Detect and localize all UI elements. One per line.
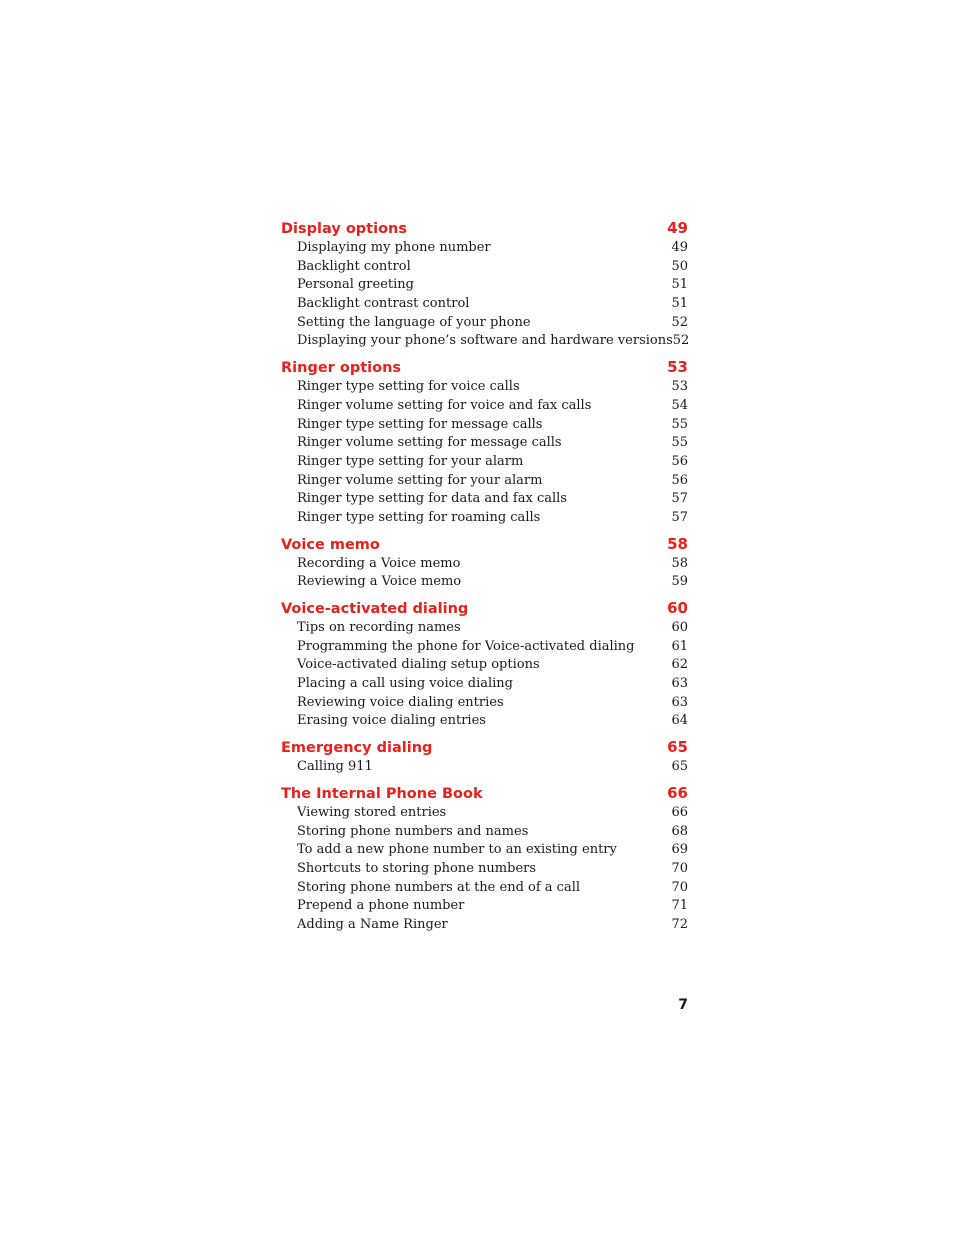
entry-title: Ringer volume setting for voice and fax calls <box>297 397 592 413</box>
toc-entry[interactable] <box>281 509 688 528</box>
table-of-contents <box>281 218 688 941</box>
entry-title: Programming the phone for Voice-activated dialing <box>297 638 635 654</box>
toc-entry[interactable] <box>281 619 688 638</box>
entry-page-number: 69 <box>671 842 688 858</box>
toc-entry[interactable] <box>281 416 688 435</box>
entry-title: Calling 911 <box>297 759 373 775</box>
toc-section-voice-memo <box>281 534 688 592</box>
entry-page-number: 66 <box>671 804 688 820</box>
entry-title: Setting the language of your phone <box>297 314 531 330</box>
entry-title: Displaying your phone’s software and hardware versions <box>297 333 673 349</box>
entry-page-number: 64 <box>671 713 688 729</box>
toc-section-internal-phone-book <box>281 783 688 935</box>
entry-title: Recording a Voice memo <box>297 555 461 571</box>
section-title: Voice memo <box>281 536 380 553</box>
toc-entry[interactable] <box>281 453 688 472</box>
entry-page-number: 50 <box>671 258 688 274</box>
toc-section-ringer-options <box>281 357 688 528</box>
toc-entry[interactable] <box>281 897 688 916</box>
toc-entry[interactable] <box>281 295 688 314</box>
entry-page-number: 54 <box>671 397 688 413</box>
entry-page-number: 70 <box>671 879 688 895</box>
entry-title: Shortcuts to storing phone numbers <box>297 860 537 876</box>
entry-title: Reviewing voice dialing entries <box>297 694 504 710</box>
entry-page-number: 72 <box>671 916 688 932</box>
entry-page-number: 57 <box>671 491 688 507</box>
entry-page-number: 52 <box>671 314 688 330</box>
toc-entry[interactable] <box>281 823 688 842</box>
entry-title: Erasing voice dialing entries <box>297 713 486 729</box>
entry-title: Ringer type setting for voice calls <box>297 379 520 395</box>
entry-page-number: 55 <box>671 435 688 451</box>
toc-entry[interactable] <box>281 378 688 397</box>
entry-title: Ringer type setting for roaming calls <box>297 509 541 525</box>
toc-entry[interactable] <box>281 916 688 935</box>
section-title: Voice-activated dialing <box>281 601 469 617</box>
toc-entry[interactable] <box>281 434 688 453</box>
toc-entry[interactable] <box>281 490 688 509</box>
toc-entry[interactable] <box>281 573 688 592</box>
section-page-number: 65 <box>667 738 688 757</box>
entry-page-number: 62 <box>671 657 688 673</box>
toc-entry[interactable] <box>281 397 688 416</box>
page-number: 7 <box>678 997 688 1013</box>
entry-page-number: 53 <box>671 379 688 395</box>
toc-entry[interactable] <box>281 860 688 879</box>
section-heading[interactable] <box>281 737 688 758</box>
toc-entry[interactable] <box>281 694 688 713</box>
toc-entry[interactable] <box>281 472 688 491</box>
entry-title: Storing phone numbers and names <box>297 823 529 839</box>
entry-title: Voice-activated dialing setup options <box>297 657 540 673</box>
section-heading[interactable] <box>281 598 688 619</box>
entry-page-number: 70 <box>671 860 688 876</box>
toc-entry[interactable] <box>281 638 688 657</box>
entry-title: Prepend a phone number <box>297 898 465 914</box>
toc-entry[interactable] <box>281 276 688 295</box>
toc-entry[interactable] <box>281 555 688 574</box>
toc-entry[interactable] <box>281 712 688 731</box>
entry-page-number: 49 <box>671 240 688 255</box>
toc-entry[interactable] <box>281 258 688 277</box>
section-page-number: 66 <box>667 783 688 802</box>
entry-title: To add a new phone number to an existing entry <box>297 842 617 858</box>
entry-page-number: 63 <box>671 694 688 710</box>
entry-title: Backlight control <box>297 258 411 274</box>
entry-title: Placing a call using voice dialing <box>297 676 513 692</box>
toc-section-display-options <box>281 218 688 351</box>
section-page-number: 60 <box>667 599 688 617</box>
entry-title: Ringer volume setting for your alarm <box>297 472 543 488</box>
entry-title: Ringer type setting for your alarm <box>297 453 524 469</box>
entry-page-number: 65 <box>671 759 688 775</box>
toc-entry[interactable] <box>281 804 688 823</box>
entry-page-number: 63 <box>671 676 688 692</box>
toc-entry[interactable] <box>281 656 688 675</box>
entry-title: Personal greeting <box>297 277 414 293</box>
entry-page-number: 68 <box>671 823 688 839</box>
entry-title: Displaying my phone number <box>297 240 491 255</box>
entry-page-number: 51 <box>671 296 688 312</box>
entry-page-number: 59 <box>671 574 688 590</box>
entry-page-number: 60 <box>671 620 688 635</box>
section-title: Display options <box>281 221 407 237</box>
section-title: The Internal Phone Book <box>281 785 483 802</box>
section-page-number: 49 <box>667 219 688 237</box>
entry-page-number: 61 <box>671 638 688 654</box>
toc-entry[interactable] <box>281 239 688 258</box>
entry-title: Backlight contrast control <box>297 296 470 312</box>
entry-title: Ringer type setting for data and fax calls <box>297 491 567 507</box>
section-heading[interactable] <box>281 218 688 239</box>
section-heading[interactable] <box>281 534 688 555</box>
entry-title: Tips on recording names <box>297 620 461 635</box>
toc-section-emergency-dialing <box>281 737 688 777</box>
entry-title: Storing phone numbers at the end of a call <box>297 879 581 895</box>
entry-page-number: 58 <box>671 555 688 571</box>
entry-title: Reviewing a Voice memo <box>297 574 462 590</box>
section-page-number: 53 <box>667 358 688 377</box>
entry-title: Ringer type setting for message calls <box>297 416 543 432</box>
toc-entry[interactable] <box>281 841 688 860</box>
section-title: Emergency dialing <box>281 740 433 757</box>
toc-entry[interactable] <box>281 879 688 898</box>
toc-entry[interactable] <box>281 314 688 333</box>
section-page-number: 58 <box>667 534 688 553</box>
entry-page-number: 71 <box>671 898 688 914</box>
entry-page-number: 55 <box>671 416 688 432</box>
toc-entry[interactable] <box>281 675 688 694</box>
toc-entry[interactable] <box>281 332 688 351</box>
entry-page-number: 57 <box>671 509 688 525</box>
section-heading[interactable] <box>281 357 688 378</box>
section-title: Ringer options <box>281 360 402 377</box>
entry-title: Adding a Name Ringer <box>297 916 448 932</box>
entry-title: Ringer volume setting for message calls <box>297 435 562 451</box>
toc-entry[interactable] <box>281 758 688 777</box>
entry-page-number: 51 <box>671 277 688 293</box>
entry-page-number: 56 <box>671 472 688 488</box>
entry-page-number: 56 <box>671 453 688 469</box>
toc-section-voice-activated-dialing <box>281 598 688 731</box>
section-heading[interactable] <box>281 783 688 804</box>
entry-title: Viewing stored entries <box>297 804 447 820</box>
entry-page-number: 52 <box>672 333 690 349</box>
